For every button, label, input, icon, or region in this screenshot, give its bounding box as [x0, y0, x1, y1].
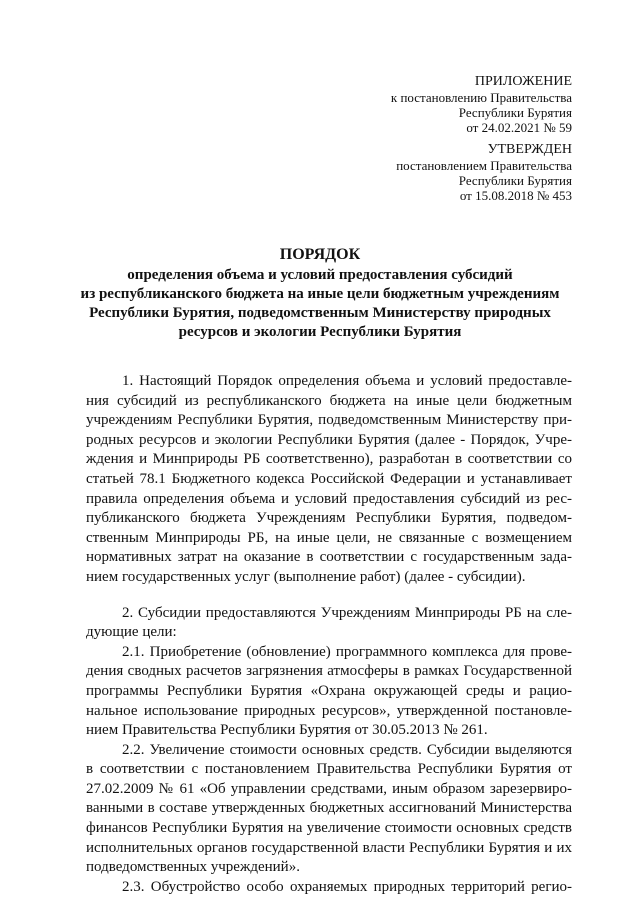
paragraph-line: учреждениям Республики Бурятия, подведомственным Министерству при-: [86, 412, 572, 429]
paragraph-line: 2.3. Обустройство особо охраняемых природных территорий регио-: [122, 878, 572, 895]
paragraph-line: нием Правительства Республики Бурятия от 30.05.2013 № 261.: [86, 722, 488, 739]
paragraph-line: статьей 78.1 Бюджетного кодекса Российской Федерации и устанавливает: [86, 470, 572, 487]
appendix-block: [391, 73, 572, 135]
paragraph-line: подведомственных учреждений».: [86, 859, 300, 876]
appendix-title: ПРИЛОЖЕНИЕ: [474, 74, 572, 89]
paragraph-line: ственным Минприроды РБ, на иные цели, не связанные с возмещением: [86, 529, 572, 546]
paragraph-1: [86, 372, 572, 588]
paragraph-line: ния субсидий из республиканского бюджета на иные цели бюджетным: [86, 392, 572, 409]
paragraph-line: нием государственных услуг (выполнение работ) (далее - субсидии).: [86, 568, 526, 585]
document-title-line: из республиканского бюджета на иные цели бюджетным учреждениям: [80, 286, 560, 302]
paragraph-line: 2.2. Увеличение стоимости основных средств. Субсидии выделяются: [122, 741, 572, 758]
appendix-line: к постановлению Правительства: [390, 90, 572, 105]
paragraph-line: ждения и Минприроды РБ соответственно), разработан в соответствии со: [86, 451, 572, 468]
paragraph-line: родных ресурсов и экологии Республики Бурятия (далее - Порядок, Учре-: [86, 431, 572, 448]
paragraph-line: 2. Субсидии предоставляются Учреждениям Минприроды РБ на сле-: [122, 604, 572, 621]
paragraph-line: финансов Республики Бурятия на увеличение стоимости основных средств: [86, 820, 572, 837]
paragraph-line: правила определения объема и условий предоставления субсидий из рес-: [86, 490, 572, 507]
approved-title: УТВЕРЖДЕН: [487, 142, 572, 157]
paragraph-2-2: [86, 741, 572, 878]
document-body: [86, 372, 572, 897]
paragraph-line: в соответствии с постановлением Правительства Республики Бурятия от: [86, 761, 572, 778]
paragraph-line: нальное использование природных ресурсов», утвержденной постановле-: [86, 702, 572, 719]
document-title-line: определения объема и условий предоставления субсидий: [127, 267, 513, 283]
approved-line: постановлением Правительства: [396, 158, 572, 173]
appendix-line: от 24.02.2021 № 59: [466, 120, 572, 135]
paragraph-line: дующие цели:: [86, 624, 177, 641]
paragraph-line: 1. Настоящий Порядок определения объема и условий предоставле-: [122, 373, 572, 389]
document-title-main: ПОРЯДОК: [279, 246, 361, 263]
paragraph-line: публиканского бюджета Учреждениям Республики Бурятия, подведом-: [86, 510, 572, 527]
paragraph-line: программы Республики Бурятия «Охрана окружающей среды и рацио-: [86, 682, 572, 699]
paragraph-line: 27.02.2009 № 61 «Об управлении средствами, иным образом зарезервиро-: [86, 780, 572, 797]
approved-line: от 15.08.2018 № 453: [459, 188, 572, 203]
paragraph-line: 2.1. Приобретение (обновление) программного комплекса для прове-: [122, 643, 572, 660]
document-title: [60, 245, 580, 342]
approved-line: Республики Бурятия: [458, 173, 572, 188]
paragraph-line: исполнительных органов государственной власти Республики Бурятия и их: [86, 839, 572, 856]
paragraph-line: дения сводных расчетов загрязнения атмосферы в рамках Государственной: [86, 663, 572, 680]
paragraph-line: ванными в составе утвержденных бюджетных ассигнований Министерства: [86, 800, 572, 817]
document-title-line: ресурсов и экологии Республики Бурятия: [178, 324, 462, 340]
appendix-line: Республики Бурятия: [458, 105, 572, 120]
document-title-line: Республики Бурятия, подведомственным Министерству природных: [89, 305, 551, 321]
paragraph-2: [86, 604, 572, 643]
paragraph-2-1: [86, 643, 572, 741]
approved-block: [396, 141, 572, 203]
paragraph-2-3: [86, 878, 572, 898]
paragraph-line: нормативных затрат на оказание в соответствии с государственным зада-: [86, 549, 572, 566]
